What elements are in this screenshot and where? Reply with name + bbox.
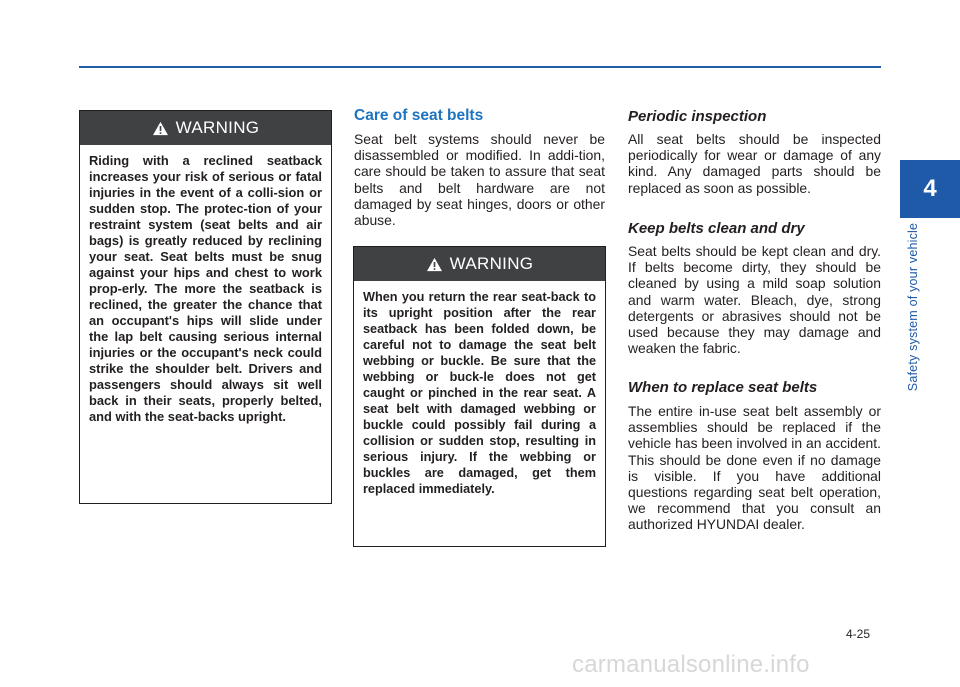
warning-triangle-icon — [152, 121, 169, 136]
subheading-keep-clean: Keep belts clean and dry — [628, 220, 805, 237]
warning-triangle-icon — [426, 257, 443, 272]
warning-text: When you return the rear seat-back to its upright position after the rear seatback has been folded down, be careful not to damage the seat belt webbing or buckle. Be sure that the webbing or buck-le does not get caught or pinched in the rear seat. A seat belt with damaged webbing or buckle could possibly fail during a collision or sudden stop, resulting in serious injury. If the webbing or buckles are damaged, get them replaced immediately. — [363, 290, 596, 496]
warning-label: WARNING — [449, 254, 534, 273]
watermark-text: carmanualsonline.info — [572, 651, 810, 678]
warning-text: Riding with a reclined seatback increases your risk of serious or fatal injuries in the event of a colli-sion or sudden stop. The protec-tion of your restraint system (seat belts and air bags) is greatly reduced by reclining your seat. Seat belts must be snug against your hips and chest to work prop-erly. The more the seatback is reclined, the greater the chance that an occupant's hips will slide under the lap belt causing serious internal injuries or the occupant's neck could strike the shoulder belt. Drivers and passengers should always sit well back in their seats, properly belted, and with the seat-backs upright. — [89, 153, 322, 424]
chapter-side-label — [905, 208, 921, 408]
chapter-number: 4 — [923, 175, 937, 202]
warning-header — [354, 247, 605, 281]
subheading-when-to-replace: When to replace seat belts — [628, 379, 818, 396]
header-rule — [79, 66, 881, 68]
periodic-paragraph: All seat belts should be inspected periodically for wear or damage of any kind. Any damaged parts should be replaced as soon as possible. — [628, 131, 881, 196]
warning-box-rear-seatback — [353, 246, 606, 547]
warning-label: WARNING — [175, 118, 260, 137]
section-heading-care: Care of seat belts — [354, 107, 484, 124]
page-number: 4-25 — [846, 627, 871, 641]
warning-box-reclined-seatback — [79, 110, 332, 504]
warning-header — [80, 111, 331, 145]
clean-paragraph: Seat belts should be kept clean and dry. If belts become dirty, they should be cleaned by using a mild soap solution and warm water. Bleach, dye, strong detergents or abrasives should not be used because they may damage and weaken the fabric. — [628, 243, 881, 357]
care-paragraph: Seat belt systems should never be disassembled or modified. In addi-tion, care should be taken to assure that seat belts and belt hardware are not damaged by seat hinges, doors or other abuse. — [354, 131, 605, 229]
chapter-title: Safety system of your vehicle — [906, 222, 920, 392]
subheading-periodic-inspection: Periodic inspection — [628, 108, 767, 125]
replace-paragraph: The entire in-use seat belt assembly or assemblies should be replaced if the vehicle has been involved in an accident. This should be done even if no damage is visible. If you have additional questions regarding seat belt operation, we recommend that you consult an authorized HYUNDAI dealer. — [628, 403, 881, 533]
